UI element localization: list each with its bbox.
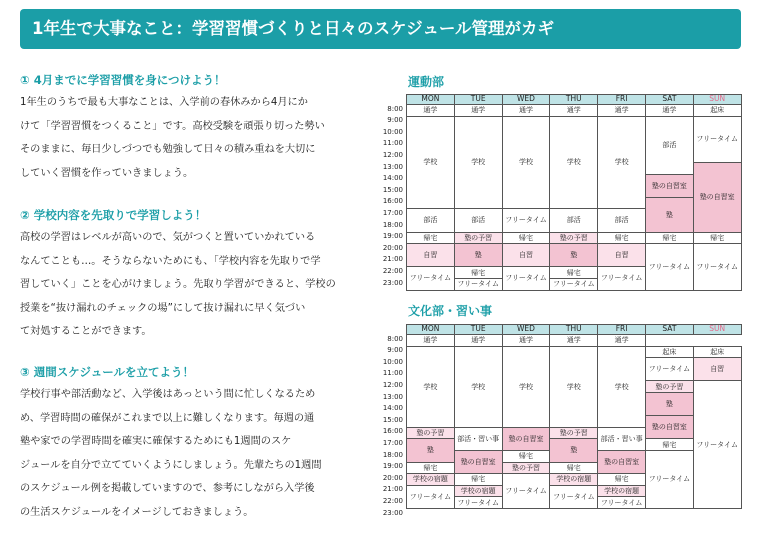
body-line: ジュールを自分で立てていくようにしましょう。先輩たちの1週間 bbox=[20, 459, 322, 471]
day-header-tue: TUE bbox=[454, 324, 503, 335]
schedule-block: 塾 bbox=[549, 438, 598, 462]
schedule-block: 部活 bbox=[454, 208, 503, 232]
day-header-sat: SAT bbox=[645, 94, 694, 105]
section-weekly-schedule bbox=[20, 362, 322, 525]
time-label: 16:00 bbox=[382, 197, 403, 206]
day-header-mon: MON bbox=[406, 324, 455, 335]
schedule-block: 学校 bbox=[406, 346, 455, 428]
schedule-block: 塾 bbox=[645, 392, 694, 416]
page-banner: 1年生で大事なこと：学習習慣づくりと日々のスケジュール管理がカギ bbox=[20, 9, 741, 49]
time-label: 17:00 bbox=[382, 208, 403, 217]
time-label: 15:00 bbox=[382, 415, 403, 424]
time-label: 23:00 bbox=[382, 278, 403, 287]
time-label: 15:00 bbox=[382, 185, 403, 194]
section-heading: ③ 週間スケジュールを立てよう！ bbox=[20, 365, 195, 379]
sports-club-schedule bbox=[375, 94, 741, 290]
schedule-block: 部活・習い事 bbox=[597, 427, 646, 451]
schedule-block: 学校 bbox=[406, 116, 455, 210]
schedule-block: 学校 bbox=[549, 116, 598, 210]
time-label: 14:00 bbox=[382, 404, 403, 413]
schedule-block: 塾の自習室 bbox=[502, 427, 551, 451]
time-label: 18:00 bbox=[382, 450, 403, 459]
time-label: 21:00 bbox=[382, 485, 403, 494]
day-header-fri: FRI bbox=[597, 94, 646, 105]
time-label: 13:00 bbox=[382, 162, 403, 171]
day-header-wed: WED bbox=[502, 94, 551, 105]
schedule-block: 起床 bbox=[693, 104, 742, 117]
body-line: 塾や家での学習時間を確実に確保するためにも1週間のスケ bbox=[20, 436, 292, 448]
time-label: 20:00 bbox=[382, 243, 403, 252]
schedule-block: 帰宅 bbox=[502, 450, 551, 463]
schedule-block: 自習 bbox=[597, 243, 646, 267]
section-heading: ② 学校内容を先取りで学習しよう！ bbox=[20, 208, 207, 222]
schedule-block: 学校の宿題 bbox=[597, 485, 646, 498]
day-header-tue: TUE bbox=[454, 94, 503, 105]
body-line: 授業を“抜け漏れのチェックの場”にして抜け漏れに早く気づい bbox=[20, 302, 306, 314]
time-label: 13:00 bbox=[382, 392, 403, 401]
body-line: 1年生のうちで最も大事なことは、入学前の春休みから4月にか bbox=[20, 97, 308, 108]
schedule-block: 学校の宿題 bbox=[549, 473, 598, 486]
schedule-block: 帰宅 bbox=[597, 473, 646, 486]
schedule-block: 帰宅 bbox=[549, 462, 598, 475]
schedule-block: 通学 bbox=[549, 104, 598, 117]
day-header-wed: WED bbox=[502, 324, 551, 335]
body-line: て対処することができます。 bbox=[20, 326, 152, 338]
day-header-sun: SUN bbox=[693, 94, 742, 105]
time-label: 9:00 bbox=[387, 346, 403, 355]
schedule-block: 塾の予習 bbox=[549, 232, 598, 245]
time-label: 11:00 bbox=[382, 369, 403, 378]
schedule-block: 塾 bbox=[406, 438, 455, 462]
schedule-block: フリータイム bbox=[693, 243, 742, 290]
schedule-block: 自習 bbox=[502, 243, 551, 267]
body-line: の生活スケジュールをイメージしておきましょう。 bbox=[20, 506, 254, 518]
schedule-block: 帰宅 bbox=[454, 473, 503, 486]
schedule-block: 学校 bbox=[597, 346, 646, 428]
time-label: 10:00 bbox=[382, 357, 403, 366]
time-label: 10:00 bbox=[382, 127, 403, 136]
schedule-block: 起床 bbox=[693, 346, 742, 359]
time-label: 22:00 bbox=[382, 266, 403, 275]
day-header-sat: SAT bbox=[645, 324, 694, 335]
time-label: 12:00 bbox=[382, 150, 403, 159]
schedule-block: 通学 bbox=[502, 334, 551, 347]
day-header-sun: SUN bbox=[693, 324, 742, 335]
schedule-block: 学校 bbox=[597, 116, 646, 210]
schedule-block: 塾の予習 bbox=[645, 380, 694, 393]
schedule-block: 学校の宿題 bbox=[406, 473, 455, 486]
schedule-block: 帰宅 bbox=[549, 266, 598, 279]
section-body bbox=[20, 91, 325, 185]
time-label: 9:00 bbox=[387, 116, 403, 125]
schedule-block: 学校 bbox=[549, 346, 598, 428]
schedule-block: 塾の自習室 bbox=[693, 162, 742, 233]
schedule-block: 通学 bbox=[406, 104, 455, 117]
schedule-block: フリータイム bbox=[406, 485, 455, 509]
schedule-block: 帰宅 bbox=[645, 232, 694, 245]
body-line: 高校の学習はレベルが高いので、気がつくと置いていかれている bbox=[20, 232, 316, 243]
time-label: 8:00 bbox=[387, 104, 403, 113]
schedule-block: 自習 bbox=[406, 243, 455, 267]
body-line: していく習慣を作っていきましょう。 bbox=[20, 167, 194, 179]
schedule-block: 部活・習い事 bbox=[454, 427, 503, 451]
schedule-block: フリータイム bbox=[454, 278, 503, 291]
schedule-block: 帰宅 bbox=[406, 232, 455, 245]
schedule-block: 帰宅 bbox=[454, 266, 503, 279]
schedule-block: 学校 bbox=[502, 346, 551, 428]
culture-club-title: 文化部・習い事 bbox=[408, 304, 493, 318]
schedule-block: 塾の自習室 bbox=[597, 450, 646, 474]
body-line: 習していく」ことを心がけましょう。先取り学習ができると、学校の bbox=[20, 279, 336, 291]
schedule-block: 塾の自習室 bbox=[454, 450, 503, 474]
body-line: そのままに、毎日少しづつでも勉強して日々の積み重ねを大切に bbox=[20, 144, 316, 156]
schedule-block: 帰宅 bbox=[645, 438, 694, 451]
schedule-block: 学校 bbox=[502, 116, 551, 210]
body-line: 学校行事や部活動など、入学後はあっという間に忙しくなるため bbox=[20, 389, 316, 400]
body-line: め、学習時間の確保がこれまで以上に難しくなります。毎週の通 bbox=[20, 412, 315, 424]
schedule-block: 学校 bbox=[454, 116, 503, 210]
time-label: 22:00 bbox=[382, 496, 403, 505]
schedule-block: フリータイム bbox=[502, 473, 551, 509]
schedule-block: フリータイム bbox=[645, 357, 694, 381]
schedule-block: 部活 bbox=[549, 208, 598, 232]
time-label: 18:00 bbox=[382, 220, 403, 229]
schedule-block: フリータイム bbox=[502, 208, 551, 232]
schedule-block: 部活 bbox=[597, 208, 646, 232]
schedule-block: フリータイム bbox=[549, 485, 598, 509]
schedule-block: フリータイム bbox=[645, 243, 694, 290]
schedule-block: 通学 bbox=[406, 334, 455, 347]
schedule-block: フリータイム bbox=[597, 496, 646, 509]
sports-club-title: 運動部 bbox=[408, 75, 445, 89]
schedule-block: 塾の自習室 bbox=[645, 174, 694, 198]
schedule-block: フリータイム bbox=[549, 278, 598, 291]
time-label: 20:00 bbox=[382, 473, 403, 482]
section-heading: ① 4月までに学習習慣を身につけよう！ bbox=[20, 73, 226, 87]
day-header-thu: THU bbox=[549, 324, 598, 335]
schedule-block: フリータイム bbox=[645, 450, 694, 509]
schedule-block: 通学 bbox=[454, 334, 503, 347]
body-line: のスケジュール例を掲載していますので、参考にしながら入学後 bbox=[20, 483, 315, 495]
schedule-block: フリータイム bbox=[597, 266, 646, 290]
schedule-block: 塾の自習室 bbox=[645, 415, 694, 439]
schedule-block: 自習 bbox=[693, 357, 742, 381]
section-body bbox=[20, 226, 336, 344]
section-body bbox=[20, 383, 322, 525]
schedule-block: 通学 bbox=[502, 104, 551, 117]
schedule-block: 塾 bbox=[454, 243, 503, 267]
schedule-block: 学校 bbox=[454, 346, 503, 428]
culture-club-schedule bbox=[375, 324, 741, 520]
schedule-block: 塾の予習 bbox=[502, 462, 551, 475]
schedule-block: 帰宅 bbox=[406, 462, 455, 475]
body-line: けて「学習習慣をつくること」です。高校受験を頑張り切った勢い bbox=[20, 120, 325, 132]
schedule-block: 塾の予習 bbox=[549, 427, 598, 440]
schedule-block: フリータイム bbox=[693, 116, 742, 163]
schedule-block: フリータイム bbox=[693, 380, 742, 509]
body-line: なんてことも…。そうならないためにも、「学校内容を先取りで学 bbox=[20, 255, 321, 267]
time-label: 14:00 bbox=[382, 174, 403, 183]
schedule-block: 通学 bbox=[645, 104, 694, 117]
schedule-block: 通学 bbox=[597, 104, 646, 117]
time-label: 11:00 bbox=[382, 139, 403, 148]
day-header-fri: FRI bbox=[597, 324, 646, 335]
schedule-block: 塾 bbox=[549, 243, 598, 267]
schedule-block: 帰宅 bbox=[502, 232, 551, 245]
schedule-block: 塾の予習 bbox=[406, 427, 455, 440]
time-label: 21:00 bbox=[382, 255, 403, 264]
time-label: 19:00 bbox=[382, 232, 403, 241]
time-label: 8:00 bbox=[387, 334, 403, 343]
schedule-block: 起床 bbox=[645, 346, 694, 359]
schedule-block: 塾 bbox=[645, 197, 694, 233]
schedule-block: フリータイム bbox=[406, 266, 455, 290]
schedule-block: 通学 bbox=[597, 334, 646, 347]
day-header-mon: MON bbox=[406, 94, 455, 105]
schedule-block: フリータイム bbox=[502, 266, 551, 290]
schedule-block: 部活 bbox=[645, 116, 694, 175]
schedule-block: 塾の予習 bbox=[454, 232, 503, 245]
time-label: 19:00 bbox=[382, 462, 403, 471]
section-learning-habit bbox=[20, 70, 325, 185]
time-label: 23:00 bbox=[382, 508, 403, 517]
schedule-block: 通学 bbox=[549, 334, 598, 347]
time-label: 12:00 bbox=[382, 380, 403, 389]
time-label: 16:00 bbox=[382, 427, 403, 436]
time-label: 17:00 bbox=[382, 438, 403, 447]
day-header-thu: THU bbox=[549, 94, 598, 105]
schedule-block: 学校の宿題 bbox=[454, 485, 503, 498]
schedule-block: 部活 bbox=[406, 208, 455, 232]
schedule-block: 帰宅 bbox=[597, 232, 646, 245]
section-study-ahead bbox=[20, 205, 336, 344]
schedule-block: 通学 bbox=[454, 104, 503, 117]
schedule-block: 帰宅 bbox=[693, 232, 742, 245]
schedule-block: フリータイム bbox=[454, 496, 503, 509]
